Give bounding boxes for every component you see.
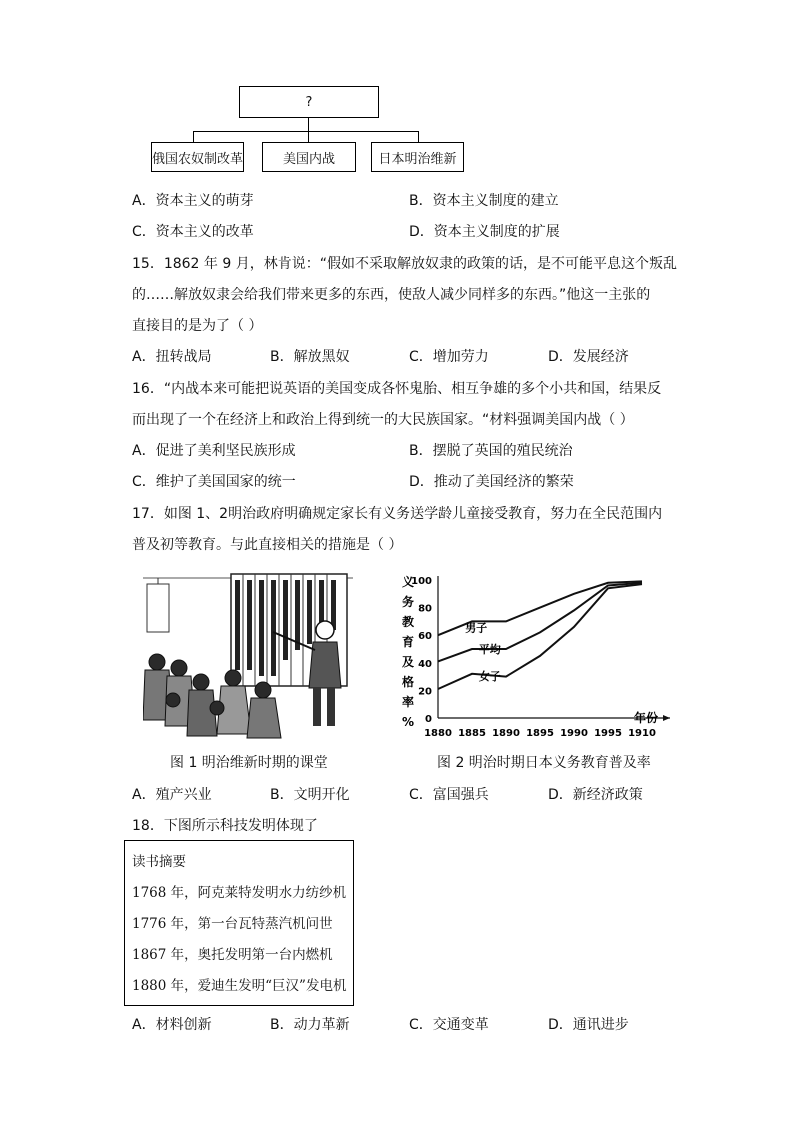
chart-y-label-char: 教	[402, 615, 415, 629]
notes-line: 1776 年，第一台瓦特蒸汽机问世	[132, 916, 333, 932]
q18-option-c[interactable]: C．交通变革	[409, 1017, 489, 1033]
q17-option-a[interactable]: A．殖产兴业	[132, 787, 212, 803]
q15-option-a[interactable]: A．扭转战局	[132, 349, 212, 365]
chart-y-tick-label: 80	[418, 603, 432, 615]
wall-notice	[147, 584, 169, 632]
q17-stem-line: 普及初等教育。与此直接相关的措施是（ ）	[132, 537, 403, 553]
q16-option-a[interactable]: A．促进了美利坚民族形成	[132, 443, 296, 459]
q18-stem: 18．下图所示科技发明体现了	[132, 818, 318, 834]
chart-x-axis-arrow	[663, 715, 670, 721]
q16-option-d[interactable]: D．推动了美国经济的繁荣	[409, 474, 574, 490]
chart-y-label-char: 义	[402, 575, 415, 589]
chart-x-tick-label: 1895	[526, 728, 554, 739]
diagram-box-label: 美国内战	[282, 151, 335, 167]
q16-stem-line: 16．“内战本来可能把说英语的美国变成各怀鬼胎、相互争雄的多个小共和国，结果反	[132, 381, 662, 397]
q18-option-b[interactable]: B．动力革新	[270, 1017, 350, 1033]
chart-x-tick-label: 1995	[594, 728, 622, 739]
chart-y-tick-label: 60	[418, 631, 432, 643]
chart-y-tick-label: 0	[425, 714, 432, 725]
diagram-top-box	[239, 86, 379, 118]
notes-line: 1880 年，爱迪生发明“巨汉”发电机	[132, 978, 347, 994]
diagram-connector	[193, 131, 419, 132]
notes-title: 读书摘要	[132, 854, 186, 870]
q15-stem-line: 直接目的是为了（ ）	[132, 318, 263, 334]
chart-y-tick-label: 20	[418, 686, 432, 698]
chart-series-label: 男子	[465, 621, 488, 635]
q16-stem-line: 而出现了一个在经济上和政治上得到统一的大民族国家。“材料强调美国内战（ ）	[132, 412, 634, 428]
classroom-illustration	[143, 570, 353, 740]
chart-x-tick-label: 1990	[560, 728, 588, 739]
figure1-caption: 图 1 明治维新时期的课堂	[170, 755, 328, 771]
diagram-box-label: 日本明治维新	[378, 151, 457, 167]
q17-option-b[interactable]: B．文明开化	[270, 787, 350, 803]
chart-x-tick-label: 1890	[492, 728, 520, 739]
q15-stem-line: 的……解放奴隶会给我们带来更多的东西，使敌人减少同样多的东西。”他这一主张的	[132, 287, 651, 303]
chart-x-tick-label: 1885	[458, 728, 486, 739]
chart-y-label-char: %	[402, 715, 415, 729]
chart-y-axis-label	[401, 574, 415, 729]
chart-series-label: 女子	[478, 669, 501, 683]
reading-notes-box	[124, 840, 354, 1006]
q15-option-b[interactable]: B．解放黑奴	[270, 349, 350, 365]
diagram-top-label: ?	[305, 94, 313, 110]
chart-x-tick-label: 1910	[628, 728, 656, 739]
diagram-connector	[308, 118, 309, 132]
chart-y-tick-label: 40	[418, 658, 432, 670]
q17-option-d[interactable]: D．新经济政策	[548, 787, 643, 803]
chart-y-label-char: 务	[402, 595, 415, 609]
diagram-box-us	[262, 142, 356, 172]
q15-stem-line: 15．1862 年 9 月，林肯说：“假如不采取解放奴隶的政策的话，是不可能平息这个叛乱	[132, 256, 677, 272]
q17-stem-line: 17．如图 1、2明治政府明确规定家长有义务送学龄儿童接受教育，努力在全民范围内	[132, 506, 663, 522]
q18-option-d[interactable]: D．通讯进步	[548, 1017, 629, 1033]
figure2-caption: 图 2 明治时期日本义务教育普及率	[437, 755, 651, 771]
chart-x-tick-label: 1880	[424, 728, 452, 739]
q14-option-b[interactable]: B．资本主义制度的建立	[409, 193, 559, 209]
chart-series-line	[438, 584, 642, 689]
diagram-box-russia	[151, 142, 244, 172]
q16-option-c[interactable]: C．维护了美国国家的统一	[132, 474, 296, 490]
chart-x-axis-label: 年份	[634, 711, 659, 725]
education-rate-chart	[392, 562, 682, 742]
q17-option-c[interactable]: C．富国强兵	[409, 787, 489, 803]
chart-y-tick-label: 100	[411, 576, 432, 587]
chart-series-label: 平均	[478, 643, 501, 656]
chart-y-label-char: 格	[402, 675, 415, 689]
q15-option-c[interactable]: C．增加劳力	[409, 349, 489, 365]
diagram-box-japan	[371, 142, 464, 172]
diagram-box-label: 俄国农奴制改革	[152, 151, 244, 167]
chart-y-label-char: 率	[402, 695, 415, 709]
chart-y-label-char: 及	[402, 655, 415, 669]
notes-line: 1768 年，阿克莱特发明水力纺纱机	[132, 885, 347, 901]
chart-y-label-char: 育	[402, 635, 415, 649]
q14-option-a[interactable]: A．资本主义的萌芽	[132, 193, 254, 209]
q14-option-d[interactable]: D．资本主义制度的扩展	[409, 224, 560, 240]
q14-option-c[interactable]: C．资本主义的改革	[132, 224, 254, 240]
q15-option-d[interactable]: D．发展经济	[548, 349, 629, 365]
q16-option-b[interactable]: B．摆脱了英国的殖民统治	[409, 443, 573, 459]
q18-option-a[interactable]: A．材料创新	[132, 1017, 212, 1033]
notes-line: 1867 年，奥托发明第一台内燃机	[132, 947, 333, 963]
